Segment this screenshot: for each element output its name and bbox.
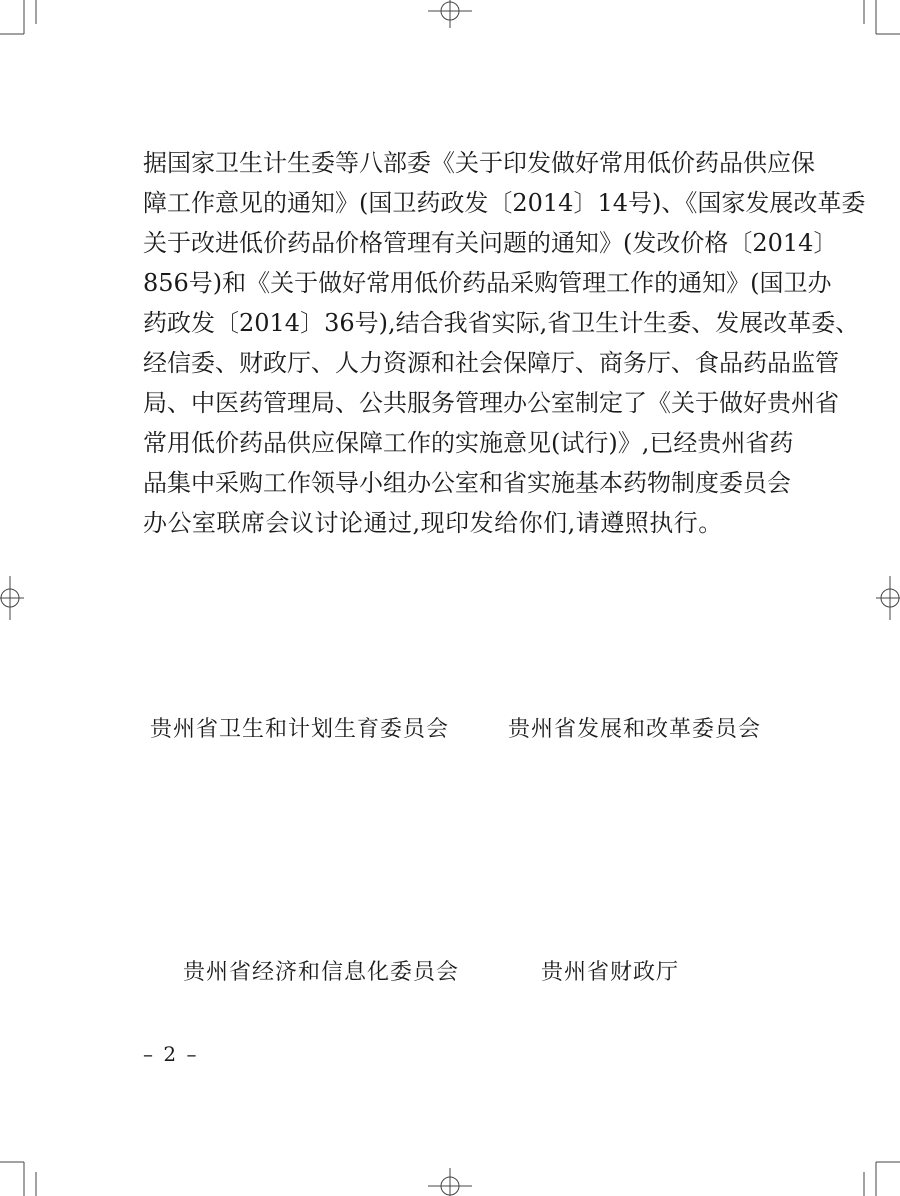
body-line: 办公室联席会议讨论通过,现印发给你们,请遵照执行。 xyxy=(143,509,723,537)
body-line: 据国家卫生计生委等八部委《关于印发做好常用低价药品供应保 xyxy=(143,149,815,177)
body-line: 局、中医药管理局、公共服务管理办公室制定了《关于做好贵州省 xyxy=(143,389,839,417)
notice-body xyxy=(143,143,866,543)
body-line: 关于改进低价药品价格管理有关问题的通知》(发改价格〔2014〕 xyxy=(143,229,838,257)
page-number: – 2 – xyxy=(143,1042,199,1066)
signatory-finance-department: 贵州省财政厅 xyxy=(541,960,680,985)
body-line: 经信委、财政厅、人力资源和社会保障厅、商务厅、食品药品监管 xyxy=(143,349,839,377)
signatory-economy-informatization-commission: 贵州省经济和信息化委员会 xyxy=(183,960,460,985)
body-line: 药政发〔2014〕36号),结合我省实际,省卫生计生委、发展改革委、 xyxy=(143,309,860,337)
body-line: 品集中采购工作领导小组办公室和省实施基本药物制度委员会 xyxy=(143,469,791,497)
body-line: 障工作意见的通知》(国卫药政发〔2014〕14号)、《国家发展改革委 xyxy=(143,189,866,217)
body-line: 856号)和《关于做好常用低价药品采购管理工作的通知》(国卫办 xyxy=(143,269,832,297)
signatory-health-commission: 贵州省卫生和计划生育委员会 xyxy=(150,717,450,742)
body-line: 常用低价药品供应保障工作的实施意见(试行)》,已经贵州省药 xyxy=(143,429,794,457)
signatory-development-reform-commission: 贵州省发展和改革委员会 xyxy=(508,717,762,742)
